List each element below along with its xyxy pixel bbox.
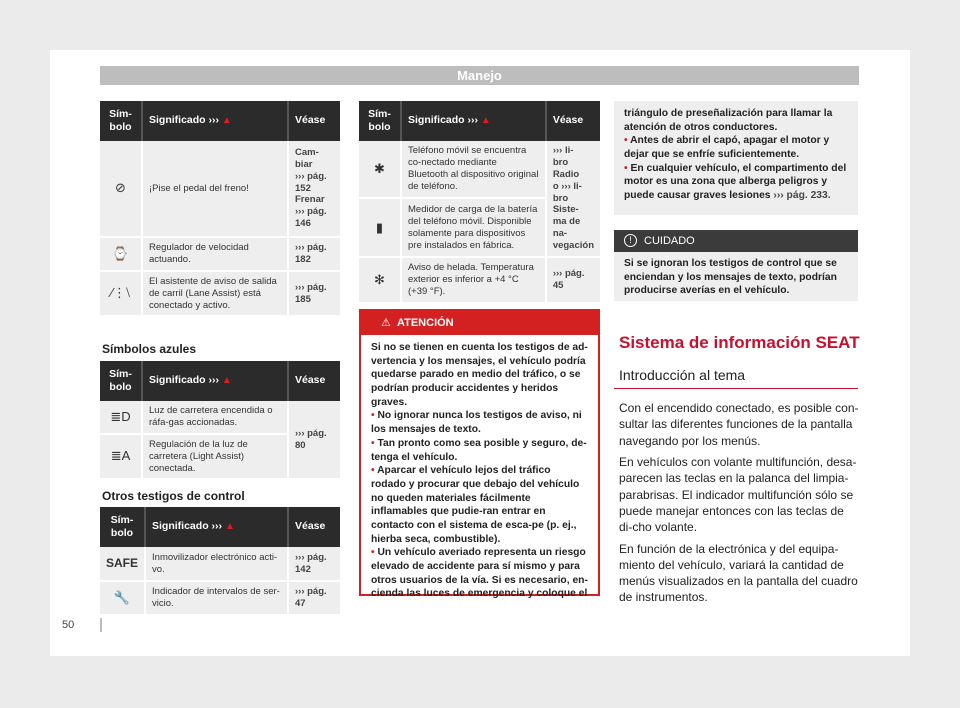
bullet-icon: • xyxy=(371,410,378,422)
caution-header: ! CUIDADO xyxy=(614,230,858,252)
table-row xyxy=(100,141,340,237)
warning-triangle-icon: ▲ xyxy=(221,115,232,127)
col-meaning: Significado ››› ▲ xyxy=(142,101,288,141)
col-meaning: Significado ››› ▲ xyxy=(145,507,288,547)
lane-assist-icon: ⁄⋮⧵ xyxy=(100,271,142,317)
page-number: 50 xyxy=(62,619,75,631)
row-see: ››› pág. 185 xyxy=(288,271,340,317)
col-see: Véase xyxy=(288,101,340,141)
section-subheading: Introducción al tema xyxy=(619,367,746,383)
bullet-text: En cualquier vehículo, el compartimento del motor es una zona que alberga peligros y puede causar graves lesiones xyxy=(624,162,847,202)
row-see: ››› pág. 47 xyxy=(288,581,340,615)
caution-text: Si se ignoran los testigos de control que se enciendan y los mensajes de texto, podrían producirse averías en el vehículo. xyxy=(624,258,837,297)
row-meaning: Medidor de carga de la batería del teléfono móvil. Disponible solamente para dispositivos pre instalados en fábrica. xyxy=(401,198,546,256)
col-meaning: Significado ››› ▲ xyxy=(401,101,546,141)
page-ref-link[interactable]: ››› pág. 233. xyxy=(773,190,831,202)
bullet-text: No ignorar nunca los testigos de aviso, ni los mensajes de texto. xyxy=(371,410,582,436)
body-paragraph: En vehículos con volante multifunción, desa-parecen las teclas en la palanca del limpia-parabrisas. El indicador multifunción sólo se puede manejar entonces con las teclas de di-cho volante. xyxy=(619,454,857,535)
row-meaning: Indicador de intervalos de ser-vicio. xyxy=(145,581,288,615)
row-meaning: El asistente de aviso de salida de carril (Lane Assist) está conectado y activo. xyxy=(142,271,288,317)
continued-bullet xyxy=(624,162,848,203)
frost-icon: ✻ xyxy=(359,257,401,303)
warning-triangle-icon: ▲ xyxy=(224,521,235,533)
row-meaning: Teléfono móvil se encuentra co-nectado mediante Bluetooth al dispositivo original de teléfono. xyxy=(401,141,546,198)
table-row xyxy=(100,547,340,581)
wrench-icon: 🔧 xyxy=(100,581,145,615)
page-header: Manejo xyxy=(100,66,859,85)
row-see: ››› pág. 80 xyxy=(288,401,340,479)
table-row xyxy=(100,401,340,434)
bullet-text: Tan pronto como sea posible y seguro, de-tenga el vehículo. xyxy=(371,437,587,463)
bullet-text: Aparcar el vehículo lejos del tráfico rodado y procurar que debajo del vehículo no queden materiales fácilmente inflamables que pudie-ran entrar en contacto con el sistema de esca-pe (p. ej., hierba seca, combustible). xyxy=(371,465,580,545)
row-meaning: Luz de carretera encendida o ráfa-gas accionadas. xyxy=(142,401,288,434)
body-text xyxy=(619,400,859,611)
row-see: ››› li- bro Radio o ››› li- bro Siste- ma de na- vegación xyxy=(546,141,600,257)
info-icon: ! xyxy=(624,234,637,247)
continued-bullet xyxy=(624,134,848,161)
section-other-title: Otros testigos de control xyxy=(102,489,245,503)
divider xyxy=(614,388,858,389)
row-meaning: Regulador de velocidad actuando. xyxy=(142,237,288,271)
warning-header: ⚠ ATENCIÓN xyxy=(361,311,598,335)
col-see: Véase xyxy=(288,361,340,401)
bullet-icon: • xyxy=(371,465,378,477)
warning-body xyxy=(361,335,598,607)
warning-triangle-icon: ▲ xyxy=(480,115,491,127)
row-see: ››› pág. 182 xyxy=(288,237,340,271)
bullet-icon: • xyxy=(624,135,631,147)
col-symbol: Sím- bolo xyxy=(100,507,145,547)
light-assist-icon: ≣A xyxy=(100,434,142,480)
cruise-control-icon: ⌚ xyxy=(100,237,142,271)
table-row xyxy=(359,257,600,303)
row-meaning: ¡Pise el pedal del freno! xyxy=(142,141,288,237)
warning-bullet xyxy=(371,546,588,601)
warning-bullet xyxy=(371,437,588,464)
row-meaning: Aviso de helada. Temperatura exterior es inferior a +4 °C (+39 °F). xyxy=(401,257,546,303)
warning-triangle-icon: ▲ xyxy=(221,375,232,387)
table-row xyxy=(100,581,340,615)
bullet-icon: • xyxy=(371,437,378,449)
safe-immobilizer-icon: SAFE xyxy=(100,547,145,581)
row-see: ››› pág. 45 xyxy=(546,257,600,303)
warning-continued xyxy=(614,101,858,215)
table-signals-1 xyxy=(100,101,340,317)
row-meaning: Regulación de la luz de carretera (Light Assist) conectada. xyxy=(142,434,288,480)
body-paragraph: Con el encendido conectado, es posible con-sultar las diferentes funciones de la pantalla navegando por los menús. xyxy=(619,401,859,448)
col-meaning: Significado ››› ▲ xyxy=(142,361,288,401)
col-see: Véase xyxy=(546,101,600,141)
high-beam-icon: ≣D xyxy=(100,401,142,434)
warning-bullet xyxy=(371,464,588,546)
warning-box xyxy=(359,309,600,600)
col-symbol: Sím- bolo xyxy=(100,361,142,401)
warning-intro: Si no se tienen en cuenta los testigos de ad-vertencia y los mensajes, el vehículo podría quedarse parado en medio del tráfico, o se podrían producir accidentes y heridos graves. xyxy=(371,342,588,408)
row-meaning: Inmovilizador electrónico acti-vo. xyxy=(145,547,288,581)
warning-bullet xyxy=(371,409,588,436)
warning-triangle-icon: ⚠ xyxy=(381,317,391,329)
bullet-text: Un vehículo averiado representa un riesgo elevado de accidente para sí mismo y para otros usuarios de la vía. Si es necesario, en-cienda las luces de emergencia y coloque el xyxy=(371,547,588,600)
brake-pedal-icon: ⊘ xyxy=(100,141,142,237)
section-heading: Sistema de información SEAT xyxy=(619,333,860,352)
table-row xyxy=(100,271,340,317)
continued-text: triángulo de preseñalización para llamar la atención de otros conductores. xyxy=(624,108,833,133)
col-symbol: Sím- bolo xyxy=(359,101,401,141)
section-blue-title: Símbolos azules xyxy=(102,342,197,356)
bullet-text: Antes de abrir el capó, apagar el motor y dejar que se enfríe suficientemente. xyxy=(624,135,830,161)
bluetooth-phone-icon: ✱ xyxy=(359,141,401,198)
caution-box xyxy=(614,230,858,301)
row-see: ››› pág. 142 xyxy=(288,547,340,581)
table-blue-symbols xyxy=(100,361,340,480)
bullet-icon: • xyxy=(624,162,631,174)
table-row xyxy=(359,141,600,198)
battery-icon: ▮ xyxy=(359,198,401,256)
col-symbol: Sím- bolo xyxy=(100,101,142,141)
col-see: Véase xyxy=(288,507,340,547)
table-signals-2 xyxy=(359,101,600,304)
row-see: Cam- biar ››› pág. 152 Frenar ››› pág. 146 xyxy=(288,141,340,237)
table-other-signals xyxy=(100,507,340,616)
body-paragraph: En función de la electrónica y del equipa-miento del vehículo, variará la cantidad de menús visualizados en la pantalla del cuadro de instrumentos. xyxy=(619,541,858,605)
table-row xyxy=(100,237,340,271)
page-number-bar xyxy=(100,618,102,632)
bullet-icon: • xyxy=(371,547,378,559)
